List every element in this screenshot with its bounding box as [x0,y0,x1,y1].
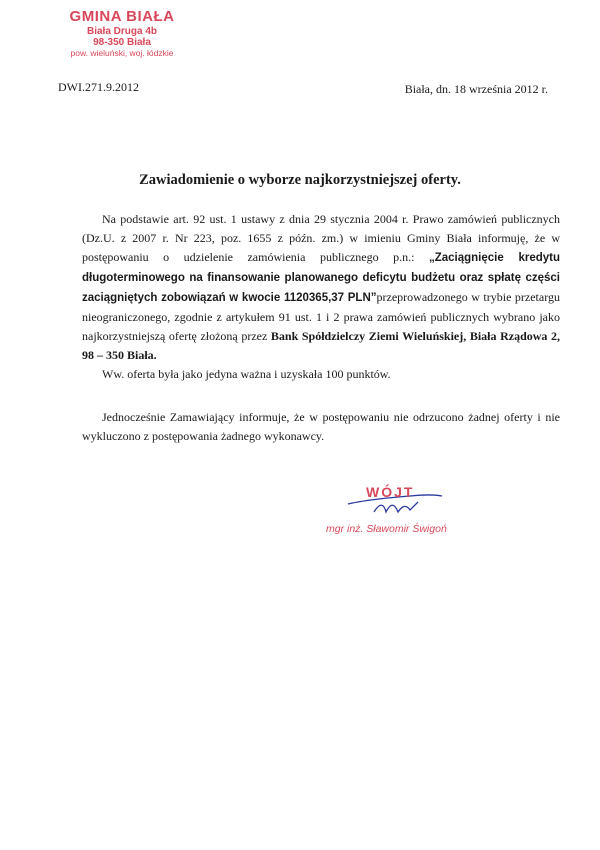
mayor-stamp [366,484,414,500]
stamp-title: GMINA BIAŁA [69,8,175,25]
document-heading: Zawiadomienie o wyborze najkorzystniejszej oferty. [139,172,461,188]
tender-subject: „Zaciągnięcie kredytu długoterminowego na finansowanie planowanego deficytu budżetu oraz spłatę części zaciągniętych zobowiązań w kwocie 1120365,37 PLN” [82,252,560,304]
winning-bidder: Bank Spółdzielczy Ziemi Wieluńskiej, Biała Rządowa 2, 98 – 350 Biała. [82,329,560,362]
stamp-address-line2: 98-350 Biała [93,37,151,48]
document-body [82,210,560,446]
paragraph-score: Ww. oferta była jako jedyna ważna i uzyskała 100 punktów. [102,367,391,381]
paragraph-main-intro: Na podstawie art. 92 ust. 1 ustawy z dnia 29 stycznia 2004 r. Prawo zamówień publicznych (Dz.U. z 2007 r. Nr 223, poz. 1655 z późn. zm.) w imieniu Gminy Biała informuję, że w postępowaniu o udzielenie zamówienia publicznego p.n.: [82,212,560,264]
municipality-stamp [52,8,192,58]
paragraph-main-middle: przeprowadzonego w trybie przetargu nieograniczonego, zgodnie z artykułem 91 ust. 1 i 2 prawa zamówień publicznych wybrano jako najkorzystniejszą ofertę złożoną przez [82,290,560,343]
paragraph-no-rejections: Jednocześnie Zamawiający informuje, że w postępowaniu nie odrzucono żadnej oferty i nie wykluczono z postępowania żadnego wykonawcy. [82,410,560,443]
stamp-address-line1: Biała Druga 4b [86,26,158,37]
mayor-stamp-text: WÓJT [366,484,415,500]
stamp-region: pow. wieluński, woj. łódzkie [70,48,174,58]
reference-number: DWI.271.9.2012 [58,80,139,94]
paragraph-main [82,210,560,365]
document-date: Biała, dn. 18 września 2012 r. [404,82,548,96]
signatory-name: mgr inż. Sławomir Świgoń [326,523,447,535]
